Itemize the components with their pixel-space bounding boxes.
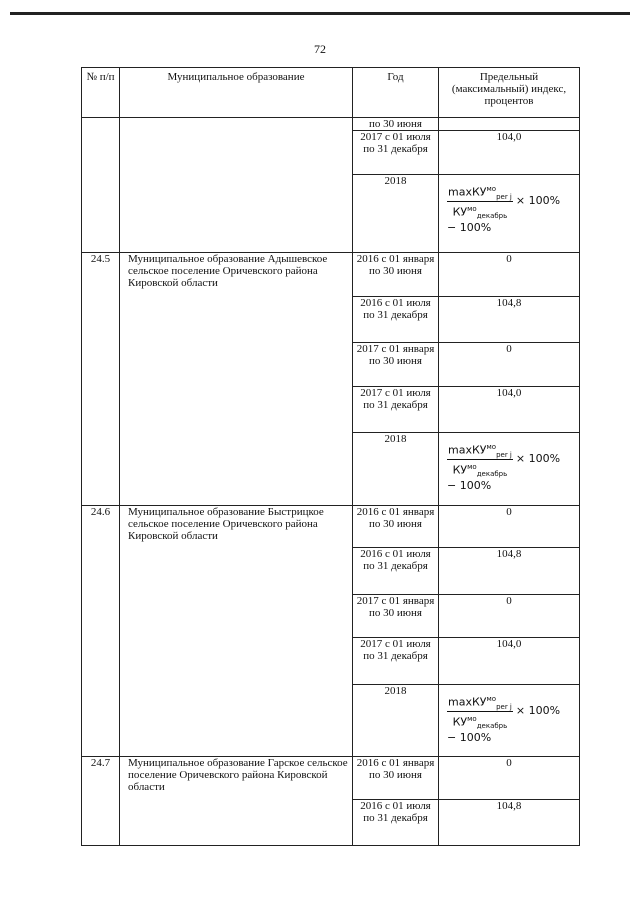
row-number-cell: 24.7 — [82, 757, 120, 846]
year-cell: 2016 с 01 июля по 31 декабря — [353, 297, 439, 343]
table-header-row — [82, 68, 580, 118]
year-cell: 2016 с 01 января по 30 июня — [353, 757, 439, 800]
municipality-name-cell: Муниципальное образование Адышевское сельское поселение Оричевского района Кировской области — [120, 253, 353, 506]
tariff-index-table — [81, 67, 580, 846]
row-number-cell: 24.5 — [82, 253, 120, 506]
year-cell: 2017 с 01 января по 30 июня — [353, 595, 439, 638]
index-value-cell: 104,8 — [439, 548, 580, 595]
index-value-cell: 104,8 — [439, 800, 580, 846]
formula-fraction — [447, 183, 513, 219]
year-cell: 2018 — [353, 433, 439, 506]
index-value-cell: 0 — [439, 595, 580, 638]
header-municipality: Муниципальное образование — [120, 68, 353, 118]
index-formula — [441, 433, 577, 496]
index-value-cell: 0 — [439, 343, 580, 387]
row-number-cell — [82, 118, 120, 253]
formula-numerator: maxКУ$^{мо}_{per j}$ — [448, 443, 512, 459]
year-cell: по 30 июня — [353, 118, 439, 131]
index-value-cell: 0 — [439, 506, 580, 548]
formula-minus: − 100% — [447, 479, 492, 493]
formula-minus: − 100% — [447, 731, 492, 745]
index-value-cell: 104,8 — [439, 297, 580, 343]
page-number: 72 — [314, 42, 326, 56]
year-cell: 2016 с 01 июля по 31 декабря — [353, 548, 439, 595]
table-row — [82, 253, 580, 297]
formula-denominator: $КУ^{мо}_{декабрь}$ — [452, 204, 508, 221]
year-cell: 2017 с 01 июля по 31 декабря — [353, 638, 439, 685]
formula-denominator: $КУ^{мо}_{декабрь}$ — [452, 462, 508, 479]
row-number-cell: 24.6 — [82, 506, 120, 757]
index-value-cell: 0 — [439, 253, 580, 297]
index-value-cell: 104,0 — [439, 131, 580, 175]
index-formula-cell — [439, 685, 580, 757]
year-cell: 2018 — [353, 685, 439, 757]
year-cell: 2017 с 01 января по 30 июня — [353, 343, 439, 387]
table-body — [82, 118, 580, 846]
year-cell: 2017 с 01 июля по 31 декабря — [353, 387, 439, 433]
index-formula — [441, 175, 577, 238]
header-max-index: Предельный (максимальный) индекс, процентов — [439, 68, 580, 118]
year-cell: 2017 с 01 июля по 31 декабря — [353, 131, 439, 175]
index-value-cell: 0 — [439, 757, 580, 800]
municipality-name-cell: Муниципальное образование Быстрицкое сельское поселение Оричевского района Кировской области — [120, 506, 353, 757]
table-row — [82, 757, 580, 800]
year-cell: 2016 с 01 июля по 31 декабря — [353, 800, 439, 846]
table-row — [82, 118, 580, 131]
year-cell: 2016 с 01 января по 30 июня — [353, 253, 439, 297]
municipality-name-cell: Муниципальное образование Гарское сельское поселение Оричевского района Кировской области — [120, 757, 353, 846]
formula-fraction — [447, 441, 513, 477]
index-value-cell: 104,0 — [439, 638, 580, 685]
formula-numerator: maxКУ$^{мо}_{per j}$ — [448, 695, 512, 711]
formula-times: × 100% — [515, 704, 561, 718]
index-value-cell — [439, 118, 580, 131]
formula-denominator: $КУ^{мо}_{декабрь}$ — [452, 714, 508, 731]
header-number: № п/п — [82, 68, 120, 118]
year-cell: 2016 с 01 января по 30 июня — [353, 506, 439, 548]
table-row — [82, 506, 580, 548]
year-cell: 2018 — [353, 175, 439, 253]
formula-fraction — [447, 693, 513, 729]
formula-numerator: maxКУ$^{мо}_{per j}$ — [448, 185, 512, 201]
top-border-line — [10, 12, 630, 15]
header-year: Год — [353, 68, 439, 118]
formula-times: × 100% — [515, 452, 561, 466]
formula-minus: − 100% — [447, 221, 492, 235]
formula-times: × 100% — [515, 194, 561, 208]
index-formula-cell — [439, 433, 580, 506]
index-formula — [441, 685, 577, 748]
municipality-name-cell — [120, 118, 353, 253]
index-formula-cell — [439, 175, 580, 253]
index-value-cell: 104,0 — [439, 387, 580, 433]
